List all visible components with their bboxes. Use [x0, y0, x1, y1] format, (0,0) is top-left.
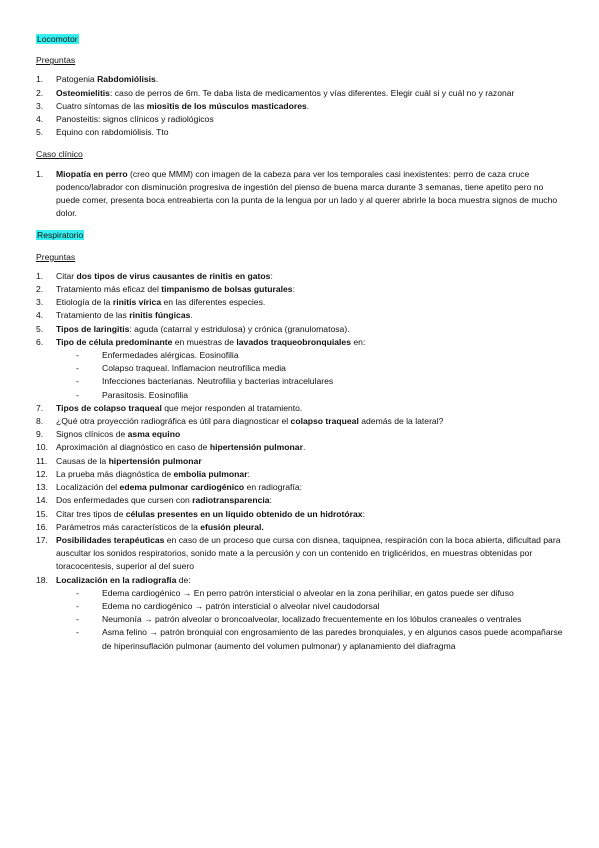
text-run: : aguda (catarral y estridulosa) y crónica (granulomatosa).: [129, 323, 350, 334]
sub-item-text: Neumonía → patrón alveolar o broncoalveolar, localizado frecuentemente en los lóbulos craneales o ventrales: [102, 614, 522, 625]
bold-term: hipertensión pulmonar: [209, 442, 303, 453]
section-title-locomotor: Locomotor: [37, 34, 78, 44]
list-item: [36, 468, 563, 481]
list-item: [36, 455, 563, 468]
sub-item-text: Enfermedades alérgicas. Eosinofilia: [102, 350, 239, 361]
bold-term: asma equino: [127, 429, 181, 440]
list-item: [36, 428, 563, 441]
item-number: 17.: [36, 534, 48, 545]
item-text: [56, 127, 169, 137]
item-text: [56, 88, 514, 98]
item-text: [56, 535, 560, 571]
list-item: [36, 283, 563, 296]
text-run: Dos enfermedades que cursen con: [56, 495, 193, 506]
sub-item-text: Colapso traqueal. Inflamacion neutrofílica media: [102, 363, 286, 374]
item-text: [56, 74, 158, 84]
sub-list-item: [56, 613, 563, 626]
bold-term: Posibilidades terapéuticas: [56, 534, 165, 545]
list-item: [36, 336, 563, 402]
item-number: 7.: [36, 402, 44, 413]
dash-bullet: -: [76, 600, 79, 611]
sub-item-text: Parasitosis. Eosinofilia: [102, 389, 188, 400]
sub-list: [56, 587, 563, 653]
list-item: [36, 113, 563, 126]
text-run: :: [270, 270, 273, 281]
bold-term: embolia pulmonar: [173, 468, 248, 479]
text-run: :: [247, 468, 250, 479]
bold-term: efusión pleural.: [200, 521, 264, 532]
bold-term: radiotransparencia: [192, 495, 270, 506]
subheading-caso-clinico: Caso clínico: [36, 149, 83, 160]
item-number: 1.: [36, 270, 44, 281]
item-text: [56, 324, 350, 334]
text-run: La prueba más diagnóstica de: [56, 468, 174, 479]
item-number: 11.: [36, 455, 48, 466]
text-run: Parámetros más característicos de la: [56, 521, 201, 532]
item-text: [56, 482, 302, 492]
bold-term: Tipo de célula predominante: [56, 336, 173, 347]
text-run: : caso de perros de 6m. Te daba lista de medicamentos y vías diferentes. Elegir cuál si y cuál no y razonar: [109, 87, 515, 98]
text-run: Patogenia: [56, 74, 98, 85]
item-number: 2.: [36, 284, 44, 295]
case-list-locomotor: [36, 168, 563, 221]
item-text: [56, 469, 250, 479]
item-number: 4.: [36, 114, 44, 125]
item-text: [56, 310, 193, 320]
text-run: Aproximación al diagnóstico en caso de: [56, 442, 210, 453]
list-item: [36, 270, 563, 283]
text-run: Panosteitis: signos clínicos y radiológicos: [56, 114, 214, 125]
bold-term: hipertensión pulmonar: [108, 455, 202, 466]
item-number: 4.: [36, 310, 44, 321]
list-item: [36, 441, 563, 454]
list-item: [36, 296, 563, 309]
item-number: 3.: [36, 297, 44, 308]
item-text: [56, 522, 264, 532]
item-text: [56, 284, 295, 294]
sub-list-item: [56, 626, 563, 652]
text-run: Signos clínicos de: [56, 429, 128, 440]
item-number: 5.: [36, 127, 44, 138]
bold-term: Rabdomiólisis: [97, 74, 156, 85]
list-item: [36, 100, 563, 113]
sub-item-text: Edema no cardiogénico → patrón intersticial o alveolar nivel caudodorsal: [102, 600, 380, 611]
item-text: [56, 509, 365, 519]
bold-term: colapso traqueal: [290, 416, 359, 427]
item-text: [56, 442, 305, 452]
text-run: (creo que MMM) con imagen de la cabeza para ver los temporales casi inexistentes: perro de caza cruce podenco/labrador con disminución progresiva de ingestión del pienso de buena marca durante 3 semanas, tiene apetito pero no puede comer, presenta boca entreabierta con la punta de la lengua por un lado y al querer abrirle la boca muestra signos de mucho dolor.: [56, 168, 558, 219]
item-text: [56, 169, 557, 219]
item-number: 13.: [36, 482, 48, 493]
list-item: [36, 73, 563, 86]
text-run: .: [306, 100, 310, 111]
text-run: Equino con rabdomiólisis. Tto: [56, 127, 169, 138]
item-text: [56, 297, 265, 307]
text-run: en las diferentes especies.: [161, 297, 266, 308]
text-run: Tratamiento más eficaz del: [56, 284, 162, 295]
list-item: [36, 87, 563, 100]
bold-term: timpanismo de bolsas guturales: [161, 284, 293, 295]
bold-term: miositis de los músculos masticadores: [146, 100, 307, 111]
item-number: 18.: [36, 574, 48, 585]
text-run: .: [155, 74, 159, 85]
text-run: de:: [176, 574, 191, 585]
sub-list: [56, 349, 563, 402]
dash-bullet: -: [76, 587, 79, 598]
sub-list-item: [56, 587, 563, 600]
sub-item-text: Edema cardiogénico → En perro patrón intersticial o alveolar en la zona perihiliar, en gatos puede ser difuso: [102, 587, 514, 598]
text-run: .: [302, 442, 306, 453]
sub-item-text: Asma felino → patrón bronquial con engrosamiento de las paredes bronquiales, y en algunos casos puede acompañarse de hiperinsuflación pulmonar (aumento del volumen pulmonar) y aplanamiento del diafragma: [102, 627, 563, 651]
text-run: que mejor responden al tratamiento.: [161, 402, 303, 413]
text-run: ¿Qué otra proyección radiográfica es útil para diagnosticar el: [56, 416, 291, 427]
item-number: 1.: [36, 168, 44, 179]
bold-term: rinitis fúngicas: [129, 310, 191, 321]
item-number: 9.: [36, 429, 44, 440]
item-text: [56, 101, 309, 111]
item-text: [56, 495, 272, 505]
bold-term: Tipos de laringitis: [56, 323, 130, 334]
item-number: 12.: [36, 468, 48, 479]
item-number: 8.: [36, 416, 44, 427]
list-item: [36, 481, 563, 494]
item-number: 6.: [36, 336, 44, 347]
text-run: :: [269, 495, 272, 506]
text-run: además de la lateral?: [358, 416, 444, 427]
bold-term: edema pulmonar cardiogénico: [119, 482, 245, 493]
text-run: .: [190, 310, 193, 321]
subheading-preguntas-locomotor: Preguntas: [36, 55, 76, 66]
dash-bullet: -: [76, 376, 79, 387]
text-run: :: [362, 508, 365, 519]
item-text: [56, 416, 443, 426]
item-number: 1.: [36, 74, 44, 85]
section-title-respiratorio: Respiratorio: [37, 230, 84, 241]
sub-list-item: [56, 362, 563, 375]
item-number: 14.: [36, 495, 48, 506]
bold-term: dos tipos de virus causantes de rinitis en gatos: [76, 270, 271, 281]
list-item: [36, 126, 563, 139]
item-number: 3.: [36, 100, 44, 111]
list-item: [36, 309, 563, 322]
question-list-respiratorio: [36, 270, 563, 653]
list-item: [36, 508, 563, 521]
bold-term: rinitis vírica: [112, 297, 162, 308]
list-item: [36, 574, 563, 653]
text-run: Causas de la: [56, 455, 109, 466]
sub-list-item: [56, 389, 563, 402]
list-item: [36, 323, 563, 336]
bold-term: lavados traqueobronquiales: [236, 336, 351, 347]
sub-item-text: Infecciones bacterianas. Neutrofilia y bacterias intracelulares: [102, 376, 334, 387]
subheading-preguntas-respiratorio: Preguntas: [36, 251, 76, 262]
bold-term: Localización en la radiografía: [56, 574, 177, 585]
sub-list-item: [56, 600, 563, 613]
text-run: en caso de un proceso que cursa con disnea, taquipnea, respiración con la boca abierta, dificultad para auscultar los sonidos respiratorios, sonido mate a la percusión y con un contenido en triglicéridos, en muestras obtenidas por toracocentesis, superior al del suero: [56, 534, 561, 572]
list-item: [36, 168, 563, 221]
bold-term: células presentes en un líquido obtenido de un hidrotórax: [125, 508, 363, 519]
item-text: [56, 456, 202, 466]
list-item: [36, 415, 563, 428]
dash-bullet: -: [76, 350, 79, 361]
question-list-locomotor: [36, 73, 563, 139]
dash-bullet: -: [76, 389, 79, 400]
item-text: [56, 114, 214, 124]
dash-bullet: -: [76, 627, 79, 638]
sub-list-item: [56, 375, 563, 388]
text-run: Cuatro síntomas de las: [56, 100, 147, 111]
text-run: Citar tres tipos de: [56, 508, 126, 519]
text-run: en muestras de: [172, 336, 237, 347]
list-item: [36, 494, 563, 507]
item-number: 16.: [36, 521, 48, 532]
text-run: Localización del: [56, 482, 120, 493]
text-run: :: [292, 284, 295, 295]
list-item: [36, 521, 563, 534]
item-number: 2.: [36, 87, 44, 98]
dash-bullet: -: [76, 363, 79, 374]
item-text: [56, 337, 365, 347]
item-text: [56, 271, 273, 281]
bold-term: Osteomielitis: [56, 87, 110, 98]
item-text: [56, 575, 191, 585]
item-number: 10.: [36, 442, 48, 453]
text-run: en radiografía:: [244, 482, 302, 493]
text-run: Tratamiento de las: [56, 310, 130, 321]
item-number: 15.: [36, 508, 48, 519]
item-number: 5.: [36, 323, 44, 334]
list-item: [36, 402, 563, 415]
bold-term: Miopatía en perro: [56, 168, 128, 179]
list-item: [36, 534, 563, 574]
item-text: [56, 403, 302, 413]
item-text: [56, 429, 180, 439]
bold-term: Tipos de colapso traqueal: [56, 402, 162, 413]
sub-list-item: [56, 349, 563, 362]
dash-bullet: -: [76, 614, 79, 625]
text-run: Citar: [56, 270, 77, 281]
text-run: en:: [351, 336, 366, 347]
text-run: Etiología de la: [56, 297, 113, 308]
